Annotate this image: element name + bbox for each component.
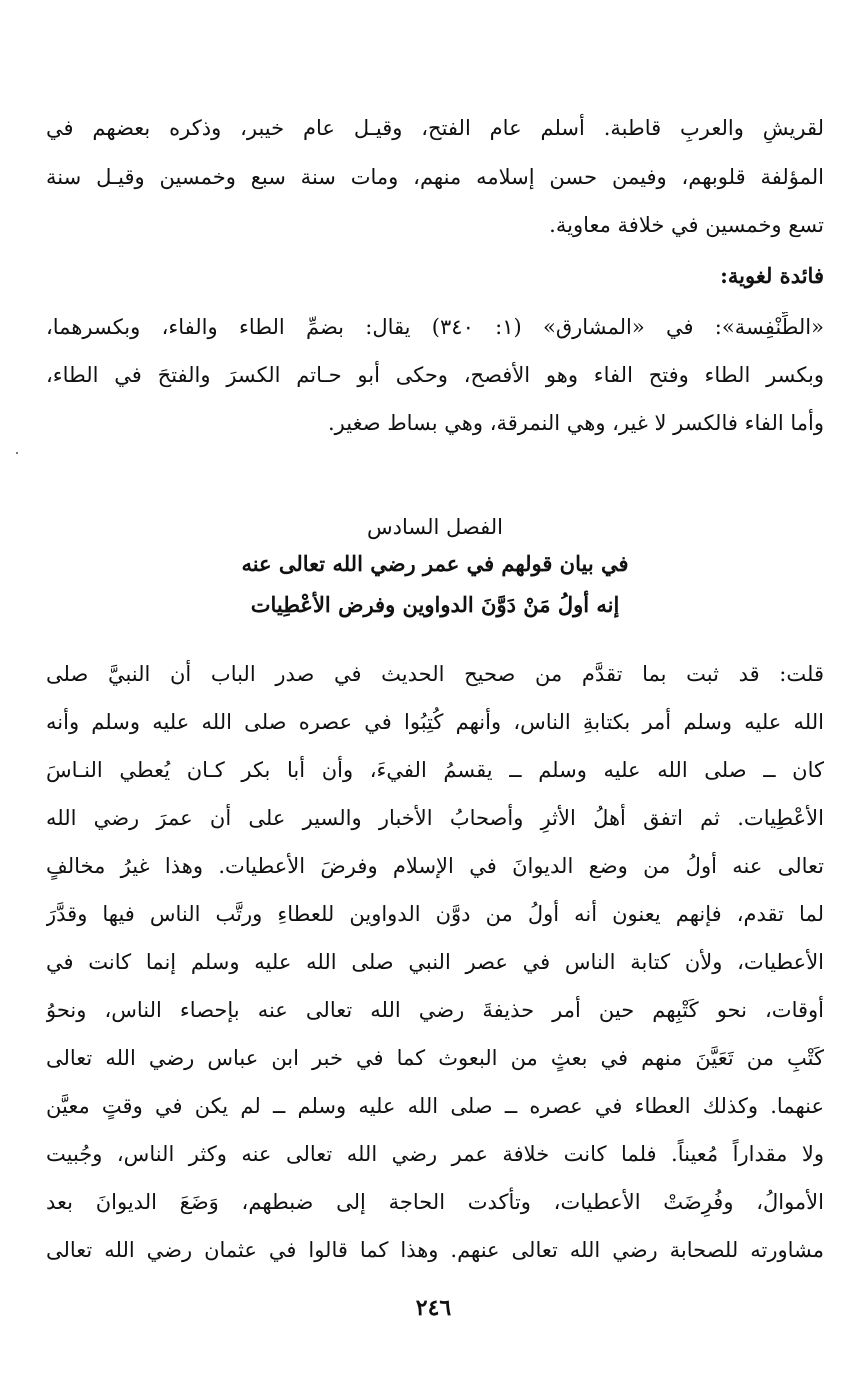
text-line: وأما الفاء فالكسر لا غير، وهي النمرقة، وهي بساط صغير. [327,411,824,435]
text-line: ولا مقداراً مُعيناً. فلما كانت خلافة عمر رضي الله تعالى عنه وكثر الناس، وجُبيت [46,1142,824,1166]
chapter-title: الفصل السادس [367,515,503,539]
text-line: قلت: قد ثبت بما تقدَّم من صحيح الحديث في صدر الباب أن النبيَّ صلى [46,662,824,686]
text-line: المؤلفة قلوبهم، وفيمن حسن إسلامه منهم، ومات سنة سبع وخمسين وقيـل سنة [46,165,824,189]
page-number: ٢٤٦ [415,1295,452,1321]
text-line: وبكسر الطاء وفتح الفاء وهو الأفصح، وحكى أبو حـاتم الكسرَ والفتحَ في الطاء، [46,363,824,387]
text-line: الأموالُ، وفُرِضَتْ الأعطيات، وتأكدت الحاجة إلى ضبطهم، وَضَعَ الديوانَ بعد [46,1190,824,1214]
text-line: الأعطيات، ولأن كتابة الناس في عصر النبي صلى الله عليه وسلم إنما كانت في [46,950,824,974]
text-line: الأعْطِيات. ثم اتفق أهلُ الأثرِ وأصحابُ الأخبار والسير على أن عمرَ رضي الله [46,806,824,830]
text-line: لما تقدم، فإنهم يعنون أنه أولُ من دوَّن الدواوين للعطاءِ ورتَّب الناس فيها وقدَّرَ [46,902,824,926]
text-line: «الطِّنْفِسة»: في «المشارق» (١: ٣٤٠) يقال: بضمِّ الطاء والفاء، وبكسرهما، [46,315,824,339]
text-line: كان ــ صلى الله عليه وسلم ــ يقسمُ الفيءَ، وأن أبا بكر كـان يُعطي النـاسَ [46,758,824,782]
text-line: لقريشٍ والعربِ قاطبة. أسلم عام الفتح، وقيـل عام خيبر، وذكره بعضهم في [46,116,824,140]
chapter-subtitle: إنه أولُ مَنْ دَوَّنَ الدواوين وفرض الأعْطِيات [250,592,620,617]
text-line: الله عليه وسلم أمر بكتابةِ الناس، وأنهم كُتِبُوا في عصره صلى الله عليه وسلم وأنه [46,710,824,734]
text-line: كَتْبِ من تَعَيَّنَ منهم في بعثٍ من البعوث كما في خبر ابن عباس رضي الله تعالى [46,1046,824,1070]
note-heading: فائدة لغوية: [720,263,824,288]
text-line: تعالى عنه أولُ من وضع الديوانَ في الإسلام وفرضَ الأعطيات. وهذا غيرُ مخالفٍ [46,854,824,878]
text-line: عنهما. وكذلك العطاء في عصره ــ صلى الله عليه وسلم ــ لم يكن في وقتٍ معيَّن [46,1094,824,1118]
chapter-subtitle: في بيان قولهم في عمر رضي الله تعالى عنه [241,551,629,576]
text-line: تسع وخمسين في خلافة معاوية. [549,213,824,237]
text-line: أوقات، نحو كَتْبِهم حين أمر حذيفةَ رضي الله تعالى عنه بإحصاء الناس، ونحوُ [46,998,824,1022]
text-line: مشاورته للصحابة رضي الله تعالى عنهم. وهذا كما قالوا في عثمان رضي الله تعالى [46,1238,824,1262]
scan-speck [16,452,18,454]
